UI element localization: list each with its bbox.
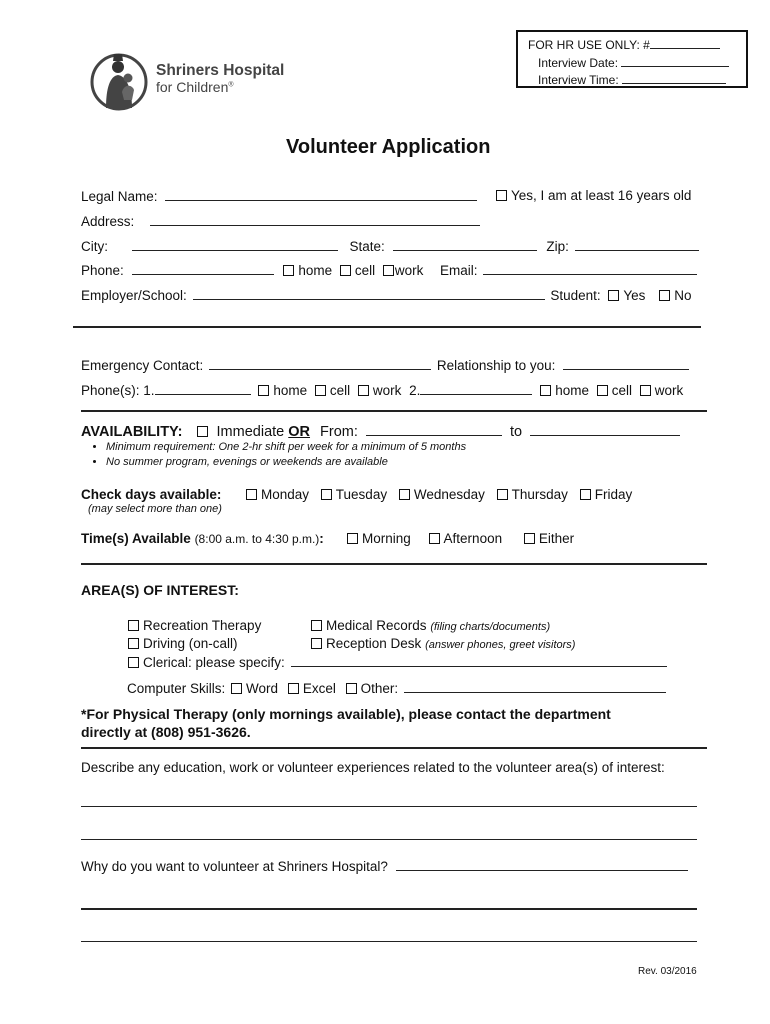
phone-field[interactable]: [132, 262, 274, 275]
email-field[interactable]: [483, 262, 697, 275]
times-colon: :: [319, 531, 324, 546]
medical-records-note: (filing charts/documents): [430, 621, 551, 633]
student-no-label: No: [674, 288, 692, 303]
state-label: State:: [349, 239, 385, 254]
check-days-label: Check days available:: [81, 487, 222, 502]
excel-checkbox[interactable]: [288, 683, 299, 694]
word-label: Word: [246, 681, 279, 696]
emergency-phone1-home-checkbox[interactable]: [258, 385, 269, 396]
emergency-phone1-home-label: home: [273, 383, 308, 398]
logo-sub: for Children: [156, 79, 229, 95]
immediate-label: Immediate: [216, 424, 285, 440]
city-field[interactable]: [132, 238, 338, 251]
interview-date-field[interactable]: [621, 54, 729, 67]
day-thursday-label: Thursday: [511, 487, 568, 502]
day-monday-checkbox[interactable]: [246, 489, 257, 500]
address-label: Address:: [81, 214, 135, 229]
emergency-phone2-label: 2.: [409, 383, 421, 398]
page-title: Volunteer Application: [286, 136, 491, 158]
time-afternoon-label: Afternoon: [443, 531, 503, 546]
email-label: Email:: [440, 263, 478, 278]
emergency-phone1-cell-checkbox[interactable]: [315, 385, 326, 396]
emergency-phone1-work-label: work: [372, 383, 402, 398]
employer-label: Employer/School:: [81, 288, 187, 303]
day-tuesday-label: Tuesday: [335, 487, 388, 502]
emergency-phone2-cell-label: cell: [611, 383, 633, 398]
describe-answer-line[interactable]: [81, 806, 697, 807]
day-monday-label: Monday: [261, 487, 310, 502]
to-label: to: [509, 424, 523, 440]
day-wednesday-checkbox[interactable]: [399, 489, 410, 500]
age-check-label: Yes, I am at least 16 years old: [511, 188, 692, 203]
clerical-checkbox[interactable]: [128, 657, 139, 668]
time-morning-label: Morning: [362, 531, 411, 546]
phone-work-label: work: [394, 263, 424, 278]
interview-time-field[interactable]: [622, 71, 726, 84]
emergency-phone2-work-label: work: [654, 383, 684, 398]
city-label: City:: [81, 239, 108, 254]
other-skills-field[interactable]: [404, 680, 666, 693]
why-answer-line[interactable]: [81, 941, 697, 942]
reception-label: Reception Desk: [326, 636, 422, 651]
emergency-phone1-work-checkbox[interactable]: [358, 385, 369, 396]
to-date-field[interactable]: [530, 423, 680, 436]
times-range: (8:00 a.m. to 4:30 p.m.): [194, 532, 320, 546]
legal-name-field[interactable]: [165, 188, 477, 201]
may-select-note: (may select more than one): [88, 503, 222, 515]
pt-note-line2: directly at (808) 951-3626.: [81, 724, 251, 740]
other-checkbox[interactable]: [346, 683, 357, 694]
phone-cell-checkbox[interactable]: [340, 265, 351, 276]
emergency-phone2-cell-checkbox[interactable]: [597, 385, 608, 396]
phone-work-checkbox[interactable]: [383, 265, 394, 276]
logo-registered: ®: [228, 81, 234, 89]
interview-time-label: Interview Time:: [538, 73, 619, 87]
relationship-field[interactable]: [563, 357, 689, 370]
interest-heading: AREA(S) OF INTEREST:: [81, 582, 239, 598]
phone-cell-label: cell: [354, 263, 376, 278]
requirement-item: • No summer program, evenings or weekends are available: [106, 455, 466, 470]
describe-answer-line[interactable]: [81, 839, 697, 840]
hr-number-label: FOR HR USE ONLY: #: [528, 38, 650, 52]
from-date-field[interactable]: [366, 423, 502, 436]
requirement-item: • Minimum requirement: One 2-hr shift per week for a minimum of 5 months: [106, 440, 466, 455]
driving-checkbox[interactable]: [128, 638, 139, 649]
logo-name: Shriners Hospital: [156, 62, 285, 79]
or-label: OR: [288, 424, 311, 440]
student-yes-checkbox[interactable]: [608, 290, 619, 301]
revision-label: Rev. 03/2016: [638, 966, 697, 977]
shriners-logo-icon: [88, 48, 150, 116]
why-question: Why do you want to volunteer at Shriners Hospital?: [81, 859, 388, 874]
emergency-phone2-home-label: home: [555, 383, 589, 398]
medical-records-label: Medical Records: [326, 618, 427, 633]
zip-field[interactable]: [575, 238, 699, 251]
day-friday-label: Friday: [594, 487, 633, 502]
time-afternoon-checkbox[interactable]: [429, 533, 440, 544]
address-field[interactable]: [150, 213, 480, 226]
divider: [73, 326, 701, 328]
availability-requirements: [88, 440, 466, 470]
availability-label: AVAILABILITY:: [81, 424, 183, 440]
recreation-checkbox[interactable]: [128, 620, 139, 631]
day-wednesday-label: Wednesday: [413, 487, 485, 502]
time-morning-checkbox[interactable]: [347, 533, 358, 544]
pt-note-line1: *For Physical Therapy (only mornings available), please contact the department: [81, 706, 611, 722]
age-checkbox[interactable]: [496, 190, 507, 201]
student-no-checkbox[interactable]: [659, 290, 670, 301]
day-thursday-checkbox[interactable]: [497, 489, 508, 500]
emergency-contact-field[interactable]: [209, 357, 431, 370]
from-label: From:: [320, 424, 358, 440]
clerical-specify-field[interactable]: [291, 654, 667, 667]
divider: [81, 410, 707, 412]
medical-records-checkbox[interactable]: [311, 620, 322, 631]
student-yes-label: Yes: [623, 288, 646, 303]
divider: [81, 747, 707, 749]
employer-field[interactable]: [193, 287, 545, 300]
clerical-label: Clerical: please specify:: [143, 655, 285, 670]
emergency-phones-label: Phone(s): 1.: [81, 383, 155, 398]
reception-checkbox[interactable]: [311, 638, 322, 649]
describe-question: Describe any education, work or volunteer experiences related to the volunteer area(s) of interest:: [81, 760, 665, 775]
divider: [81, 563, 707, 565]
hr-number-field[interactable]: [650, 36, 720, 49]
recreation-label: Recreation Therapy: [143, 618, 262, 633]
emergency-phone1-cell-label: cell: [329, 383, 351, 398]
phone-home-label: home: [298, 263, 333, 278]
emergency-phone2-field[interactable]: [420, 382, 532, 395]
emergency-phone1-field[interactable]: [155, 382, 251, 395]
times-label: Time(s) Available: [81, 531, 191, 546]
why-answer-line[interactable]: [81, 908, 697, 910]
state-field[interactable]: [393, 238, 537, 251]
emergency-phone2-work-checkbox[interactable]: [640, 385, 651, 396]
why-answer-field[interactable]: [396, 858, 688, 871]
day-friday-checkbox[interactable]: [580, 489, 591, 500]
relationship-label: Relationship to you:: [436, 358, 556, 373]
immediate-checkbox[interactable]: [197, 426, 208, 437]
emergency-phone2-home-checkbox[interactable]: [540, 385, 551, 396]
excel-label: Excel: [302, 681, 336, 696]
zip-label: Zip:: [546, 239, 569, 254]
time-either-checkbox[interactable]: [524, 533, 535, 544]
word-checkbox[interactable]: [231, 683, 242, 694]
hr-use-box: [516, 30, 748, 88]
phone-label: Phone:: [81, 263, 124, 278]
day-tuesday-checkbox[interactable]: [321, 489, 332, 500]
time-either-label: Either: [538, 531, 575, 546]
computer-skills-label: Computer Skills:: [127, 681, 226, 696]
phone-home-checkbox[interactable]: [283, 265, 294, 276]
legal-name-label: Legal Name:: [81, 189, 158, 204]
emergency-contact-label: Emergency Contact:: [81, 358, 204, 373]
other-label: Other:: [360, 681, 399, 696]
reception-note: (answer phones, greet visitors): [425, 639, 576, 651]
driving-label: Driving (on-call): [143, 636, 238, 651]
student-label: Student:: [550, 288, 601, 303]
interview-date-label: Interview Date:: [538, 55, 619, 70]
